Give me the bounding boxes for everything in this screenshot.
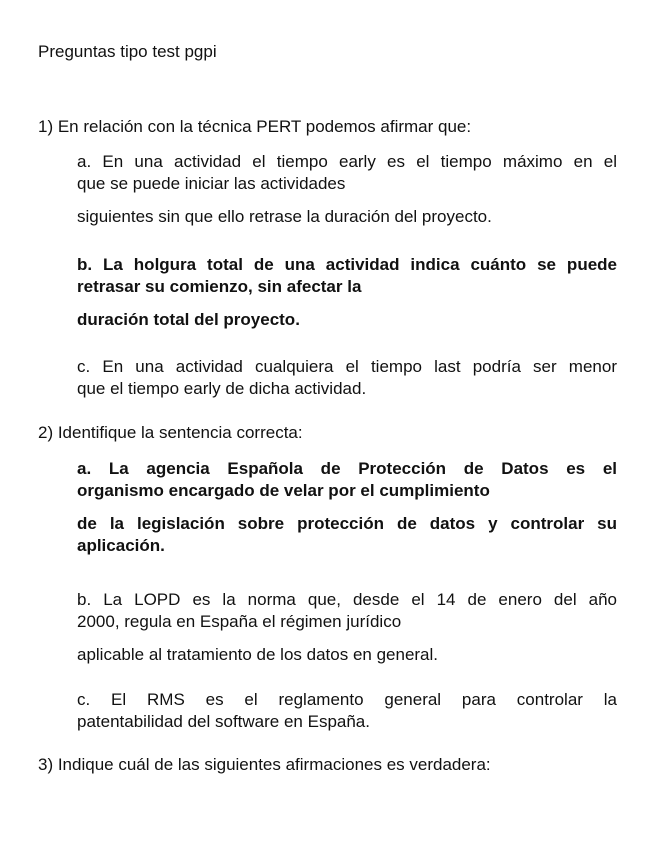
question-1-option-c — [77, 356, 617, 400]
question-3: 3) Indique cuál de las siguientes afirmaciones es verdadera: — [38, 755, 491, 774]
option-line: aplicación. — [77, 536, 165, 555]
option-line: patentabilidad del software en España. — [77, 712, 370, 731]
question-2-option-c — [77, 689, 617, 733]
option-line: de la legislación sobre protección de datos y controlar su — [77, 514, 617, 533]
question-2: 2) Identifique la sentencia correcta: — [38, 423, 303, 442]
question-2-option-a-correct — [77, 458, 617, 557]
option-line: siguientes sin que ello retrase la duración del proyecto. — [77, 207, 492, 226]
option-line: b. La holgura total de una actividad indica cuánto se puede — [77, 255, 617, 274]
option-line: 2000, regula en España el régimen jurídico — [77, 612, 402, 631]
question-2-option-b — [77, 589, 617, 666]
option-line: duración total del proyecto. — [77, 310, 300, 329]
option-line: que el tiempo early de dicha actividad. — [77, 379, 367, 398]
option-line: a. En una actividad el tiempo early es el tiempo máximo en el — [77, 152, 617, 171]
option-line: que se puede iniciar las actividades — [77, 174, 346, 193]
option-line: b. La LOPD es la norma que, desde el 14 de enero del año — [77, 590, 617, 609]
option-line: retrasar su comienzo, sin afectar la — [77, 277, 362, 296]
question-1-option-a — [77, 151, 617, 228]
option-line: a. La agencia Española de Protección de Datos es el — [77, 459, 617, 478]
question-1-option-b-correct — [77, 254, 617, 331]
option-line: aplicable al tratamiento de los datos en general. — [77, 645, 439, 664]
option-line: c. En una actividad cualquiera el tiempo last podría ser menor — [77, 357, 617, 376]
option-line: organismo encargado de velar por el cumplimiento — [77, 481, 490, 500]
document-title: Preguntas tipo test pgpi — [38, 42, 217, 61]
question-1: 1) En relación con la técnica PERT podemos afirmar que: — [38, 117, 472, 136]
option-line: c. El RMS es el reglamento general para controlar la — [77, 690, 617, 709]
